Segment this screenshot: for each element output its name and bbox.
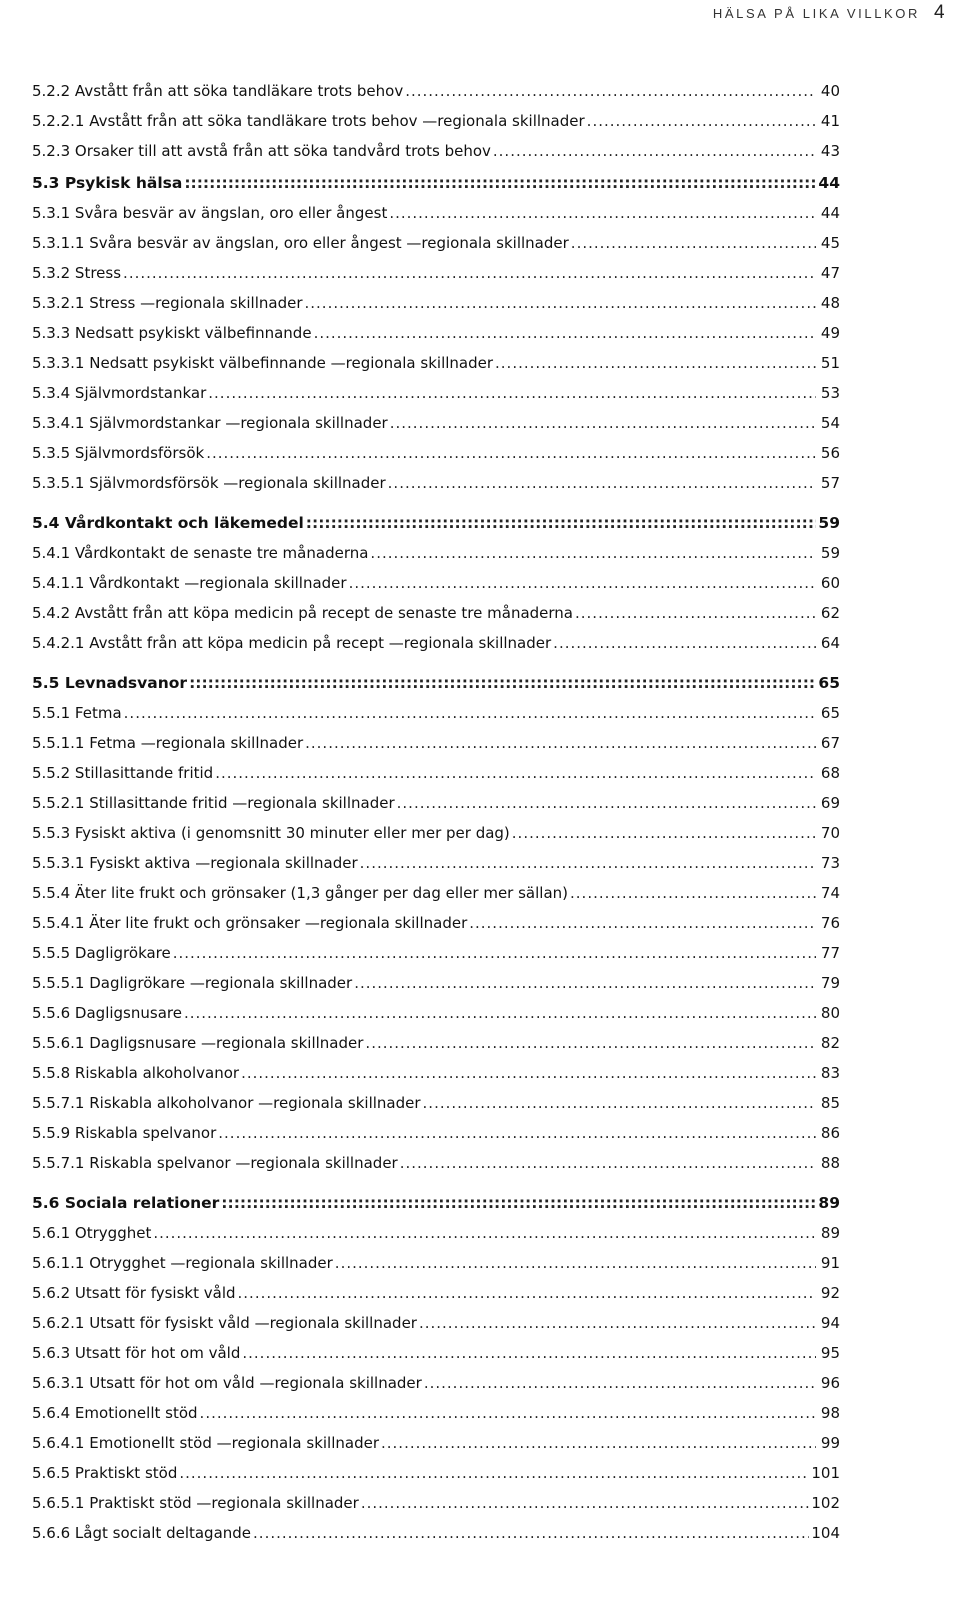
toc-entry-title: 5.4.2.1 Avstått från att köpa medicin på recept —regionala skillnader xyxy=(32,634,552,652)
dot-leader xyxy=(335,1253,816,1273)
toc-entry-title: 5.3.2 Stress xyxy=(32,264,122,282)
toc-entry-title: 5.3.1.1 Svåra besvär av ängslan, oro eller ångest —regionala skillnader xyxy=(32,234,569,252)
dot-leader xyxy=(397,793,816,813)
toc-entry-page: 47 xyxy=(820,264,840,282)
toc-entry[interactable] xyxy=(32,1343,840,1373)
page-header xyxy=(713,0,960,26)
toc-entry-page: 99 xyxy=(820,1434,840,1452)
toc-entry[interactable] xyxy=(32,1063,840,1093)
toc-entry-title: 5.3.5.1 Självmordsförsök —regionala skillnader xyxy=(32,474,386,492)
dot-leader xyxy=(512,823,816,843)
dot-leader xyxy=(469,913,816,933)
toc-entry-page: 68 xyxy=(820,764,840,782)
toc-entry-title: 5.4.1 Vårdkontakt de senaste tre månaderna xyxy=(32,544,369,562)
dot-leader xyxy=(419,1313,816,1333)
toc-entry-title: 5.5.3 Fysiskt aktiva (i genomsnitt 30 minuter eller mer per dag) xyxy=(32,824,510,842)
toc-entry-page: 77 xyxy=(820,944,840,962)
toc-entry-title: 5.3.5 Självmordsförsök xyxy=(32,444,205,462)
toc-entry-title: 5.6.3.1 Utsatt för hot om våld —regionala skillnader xyxy=(32,1374,422,1392)
toc-entry[interactable] xyxy=(32,573,840,603)
toc-entry-title: 5.3.3 Nedsatt psykiskt välbefinnande xyxy=(32,324,312,342)
toc-entry[interactable] xyxy=(32,1003,840,1033)
toc-entry-page: 69 xyxy=(820,794,840,812)
dot-leader xyxy=(493,141,816,161)
toc-entry-page: 62 xyxy=(820,604,840,622)
table-of-contents xyxy=(32,81,840,1553)
toc-entry-page: 76 xyxy=(820,914,840,932)
toc-entry-title: 5.5.1.1 Fetma —regionala skillnader xyxy=(32,734,304,752)
toc-entry-title: 5.2.2.1 Avstått från att söka tandläkare trots behov —regionala skillnader xyxy=(32,112,585,130)
toc-entry-page: 73 xyxy=(820,854,840,872)
toc-entry[interactable] xyxy=(32,263,840,293)
toc-entry-title: 5.2.3 Orsaker till att avstå från att söka tandvård trots behov xyxy=(32,142,491,160)
toc-entry[interactable] xyxy=(32,703,840,733)
toc-entry-title: 5.5.7.1 Riskabla alkoholvanor —regionala skillnader xyxy=(32,1094,421,1112)
toc-entry-title: 5.5.8 Riskabla alkoholvanor xyxy=(32,1064,240,1082)
toc-entry-title: 5.5.2 Stillasittande fritid xyxy=(32,764,214,782)
toc-entry-title: 5.5.4 Äter lite frukt och grönsaker (1,3 gånger per dag eller mer sällan) xyxy=(32,884,569,902)
dot-leader xyxy=(221,1193,816,1213)
dot-leader xyxy=(305,733,816,753)
toc-entry-title: 5.6.1.1 Otrygghet —regionala skillnader xyxy=(32,1254,333,1272)
toc-entry-title: 5.6.3 Utsatt för hot om våld xyxy=(32,1344,241,1362)
toc-entry-page: 65 xyxy=(818,674,840,692)
dot-leader xyxy=(370,543,816,563)
dot-leader xyxy=(571,233,816,253)
toc-entry-page: 45 xyxy=(820,234,840,252)
toc-entry-title: 5.6 Sociala relationer xyxy=(32,1194,220,1212)
toc-section-heading[interactable] xyxy=(32,1193,840,1223)
toc-entry-page: 53 xyxy=(820,384,840,402)
toc-entry[interactable] xyxy=(32,1373,840,1403)
toc-entry[interactable] xyxy=(32,543,840,573)
toc-section-heading[interactable] xyxy=(32,513,840,543)
toc-entry-title: 5.5.9 Riskabla spelvanor xyxy=(32,1124,217,1142)
toc-entry-title: 5.3.3.1 Nedsatt psykiskt välbefinnande —regionala skillnader xyxy=(32,354,494,372)
toc-entry-title: 5.5.5.1 Dagligrökare —regionala skillnader xyxy=(32,974,353,992)
toc-entry-page: 96 xyxy=(820,1374,840,1392)
toc-entry-title: 5.6.4.1 Emotionellt stöd —regionala skillnader xyxy=(32,1434,379,1452)
toc-entry-page: 104 xyxy=(811,1524,840,1542)
toc-entry[interactable] xyxy=(32,1123,840,1153)
dot-leader xyxy=(365,1033,816,1053)
toc-section-heading[interactable] xyxy=(32,673,840,703)
toc-entry[interactable] xyxy=(32,383,840,413)
dot-leader xyxy=(189,673,816,693)
toc-entry[interactable] xyxy=(32,111,840,141)
toc-entry-title: 5.5.3.1 Fysiskt aktiva —regionala skillnader xyxy=(32,854,358,872)
toc-entry-title: 5.6.6 Lågt socialt deltagande xyxy=(32,1524,252,1542)
toc-entry-title: 5.3 Psykisk hälsa xyxy=(32,174,183,192)
dot-leader xyxy=(124,703,816,723)
dot-leader xyxy=(400,1153,816,1173)
toc-entry-title: 5.6.4 Emotionellt stöd xyxy=(32,1404,198,1422)
dot-leader xyxy=(215,763,816,783)
toc-entry-page: 89 xyxy=(818,1194,840,1212)
toc-entry[interactable] xyxy=(32,141,840,171)
toc-entry-page: 65 xyxy=(820,704,840,722)
toc-entry[interactable] xyxy=(32,603,840,633)
dot-leader xyxy=(349,573,816,593)
toc-entry-page: 51 xyxy=(820,354,840,372)
toc-entry[interactable] xyxy=(32,1313,840,1343)
toc-entry-page: 54 xyxy=(820,414,840,432)
toc-entry[interactable] xyxy=(32,943,840,973)
toc-entry-page: 57 xyxy=(820,474,840,492)
running-title: HÄLSA PÅ LIKA VILLKOR xyxy=(712,5,920,21)
toc-entry-title: 5.5.7.1 Riskabla spelvanor —regionala skillnader xyxy=(32,1154,398,1172)
toc-entry[interactable] xyxy=(32,633,840,663)
toc-entry-page: 56 xyxy=(820,444,840,462)
toc-entry-page: 91 xyxy=(820,1254,840,1272)
dot-leader xyxy=(238,1283,816,1303)
toc-entry-page: 92 xyxy=(820,1284,840,1302)
toc-entry-title: 5.6.2.1 Utsatt för fysiskt våld —regionala skillnader xyxy=(32,1314,417,1332)
toc-entry-page: 85 xyxy=(820,1094,840,1112)
toc-entry-title: 5.6.1 Otrygghet xyxy=(32,1224,152,1242)
dot-leader xyxy=(200,1403,816,1423)
toc-entry-page: 83 xyxy=(820,1064,840,1082)
dot-leader xyxy=(314,323,816,343)
dot-leader xyxy=(206,443,816,463)
dot-leader xyxy=(390,413,816,433)
toc-entry-page: 44 xyxy=(820,204,840,222)
toc-entry-page: 67 xyxy=(820,734,840,752)
toc-entry[interactable] xyxy=(32,1403,840,1433)
toc-entry[interactable] xyxy=(32,733,840,763)
dot-leader xyxy=(242,1343,816,1363)
toc-entry-page: 74 xyxy=(820,884,840,902)
toc-entry[interactable] xyxy=(32,353,840,383)
toc-entry-page: 79 xyxy=(820,974,840,992)
toc-entry-title: 5.5.6.1 Dagligsnusare —regionala skillnader xyxy=(32,1034,364,1052)
toc-entry[interactable] xyxy=(32,1523,840,1553)
toc-entry[interactable] xyxy=(32,203,840,233)
toc-entry-page: 101 xyxy=(811,1464,840,1482)
toc-entry[interactable] xyxy=(32,81,840,111)
toc-entry-page: 44 xyxy=(818,174,840,192)
toc-entry[interactable] xyxy=(32,233,840,263)
toc-entry[interactable] xyxy=(32,973,840,1003)
toc-entry-page: 82 xyxy=(820,1034,840,1052)
toc-entry-page: 80 xyxy=(820,1004,840,1022)
toc-entry-title: 5.6.5.1 Praktiskt stöd —regionala skillnader xyxy=(32,1494,359,1512)
toc-entry-page: 64 xyxy=(820,634,840,652)
toc-entry[interactable] xyxy=(32,1493,840,1523)
toc-entry-title: 5.4.1.1 Vårdkontakt —regionala skillnader xyxy=(32,574,347,592)
dot-leader xyxy=(354,973,816,993)
toc-entry[interactable] xyxy=(32,293,840,323)
toc-entry-page: 48 xyxy=(820,294,840,312)
toc-entry-page: 89 xyxy=(820,1224,840,1242)
toc-entry-page: 59 xyxy=(818,514,840,532)
toc-entry-title: 5.3.4.1 Självmordstankar —regionala skillnader xyxy=(32,414,388,432)
dot-leader xyxy=(218,1123,816,1143)
toc-entry-title: 5.5.5 Dagligrökare xyxy=(32,944,171,962)
toc-entry-title: 5.5 Levnadsvanor xyxy=(32,674,188,692)
dot-leader xyxy=(424,1373,816,1393)
toc-entry-page: 70 xyxy=(820,824,840,842)
toc-entry-page: 102 xyxy=(811,1494,840,1512)
toc-entry-title: 5.4 Vårdkontakt och läkemedel xyxy=(32,514,304,532)
toc-entry[interactable] xyxy=(32,913,840,943)
toc-entry-page: 59 xyxy=(820,544,840,562)
toc-entry[interactable] xyxy=(32,473,840,503)
toc-entry-title: 5.4.2 Avstått från att köpa medicin på recept de senaste tre månaderna xyxy=(32,604,573,622)
toc-entry-title: 5.5.4.1 Äter lite frukt och grönsaker —regionala skillnader xyxy=(32,914,468,932)
toc-section-heading[interactable] xyxy=(32,173,840,203)
toc-entry[interactable] xyxy=(32,853,840,883)
toc-entry-page: 95 xyxy=(820,1344,840,1362)
dot-leader xyxy=(405,81,816,101)
toc-entry-page: 43 xyxy=(820,142,840,160)
dot-leader xyxy=(184,1003,816,1023)
dot-leader xyxy=(306,513,816,533)
dot-leader xyxy=(495,353,816,373)
toc-entry[interactable] xyxy=(32,1253,840,1283)
dot-leader xyxy=(388,473,816,493)
dot-leader xyxy=(179,1463,809,1483)
dot-leader xyxy=(389,203,816,223)
toc-entry[interactable] xyxy=(32,443,840,473)
dot-leader xyxy=(423,1093,816,1113)
dot-leader xyxy=(381,1433,816,1453)
toc-entry-page: 98 xyxy=(820,1404,840,1422)
toc-entry[interactable] xyxy=(32,823,840,853)
toc-entry-title: 5.3.2.1 Stress —regionala skillnader xyxy=(32,294,303,312)
toc-entry[interactable] xyxy=(32,323,840,353)
toc-entry[interactable] xyxy=(32,1433,840,1463)
dot-leader xyxy=(253,1523,809,1543)
dot-leader xyxy=(575,603,816,623)
toc-entry-title: 5.6.5 Praktiskt stöd xyxy=(32,1464,178,1482)
toc-entry[interactable] xyxy=(32,1093,840,1123)
toc-entry-page: 86 xyxy=(820,1124,840,1142)
dot-leader xyxy=(208,383,816,403)
dot-leader xyxy=(587,111,816,131)
page-number: 4 xyxy=(934,2,945,23)
toc-entry[interactable] xyxy=(32,793,840,823)
toc-entry-page: 41 xyxy=(820,112,840,130)
toc-entry[interactable] xyxy=(32,1223,840,1253)
toc-entry-title: 5.5.1 Fetma xyxy=(32,704,122,722)
dot-leader xyxy=(570,883,816,903)
toc-entry[interactable] xyxy=(32,883,840,913)
toc-entry-title: 5.6.2 Utsatt för fysiskt våld xyxy=(32,1284,236,1302)
toc-entry[interactable] xyxy=(32,1463,840,1493)
dot-leader xyxy=(153,1223,816,1243)
dot-leader xyxy=(360,853,816,873)
dot-leader xyxy=(553,633,816,653)
toc-entry-page: 49 xyxy=(820,324,840,342)
toc-entry[interactable] xyxy=(32,413,840,443)
dot-leader xyxy=(305,293,817,313)
dot-leader xyxy=(184,173,816,193)
toc-entry-page: 88 xyxy=(820,1154,840,1172)
toc-entry-title: 5.5.6 Dagligsnusare xyxy=(32,1004,182,1022)
toc-entry-title: 5.3.1 Svåra besvär av ängslan, oro eller ångest xyxy=(32,204,388,222)
toc-entry[interactable] xyxy=(32,1283,840,1313)
toc-entry-page: 94 xyxy=(820,1314,840,1332)
dot-leader xyxy=(241,1063,816,1083)
dot-leader xyxy=(173,943,816,963)
toc-entry-page: 60 xyxy=(820,574,840,592)
dot-leader xyxy=(361,1493,810,1513)
dot-leader xyxy=(123,263,816,283)
toc-entry-page: 40 xyxy=(820,82,840,100)
toc-entry-title: 5.5.2.1 Stillasittande fritid —regionala skillnader xyxy=(32,794,395,812)
toc-entry[interactable] xyxy=(32,1153,840,1183)
toc-entry-title: 5.3.4 Självmordstankar xyxy=(32,384,207,402)
toc-entry[interactable] xyxy=(32,1033,840,1063)
toc-entry-title: 5.2.2 Avstått från att söka tandläkare trots behov xyxy=(32,82,404,100)
toc-entry[interactable] xyxy=(32,763,840,793)
